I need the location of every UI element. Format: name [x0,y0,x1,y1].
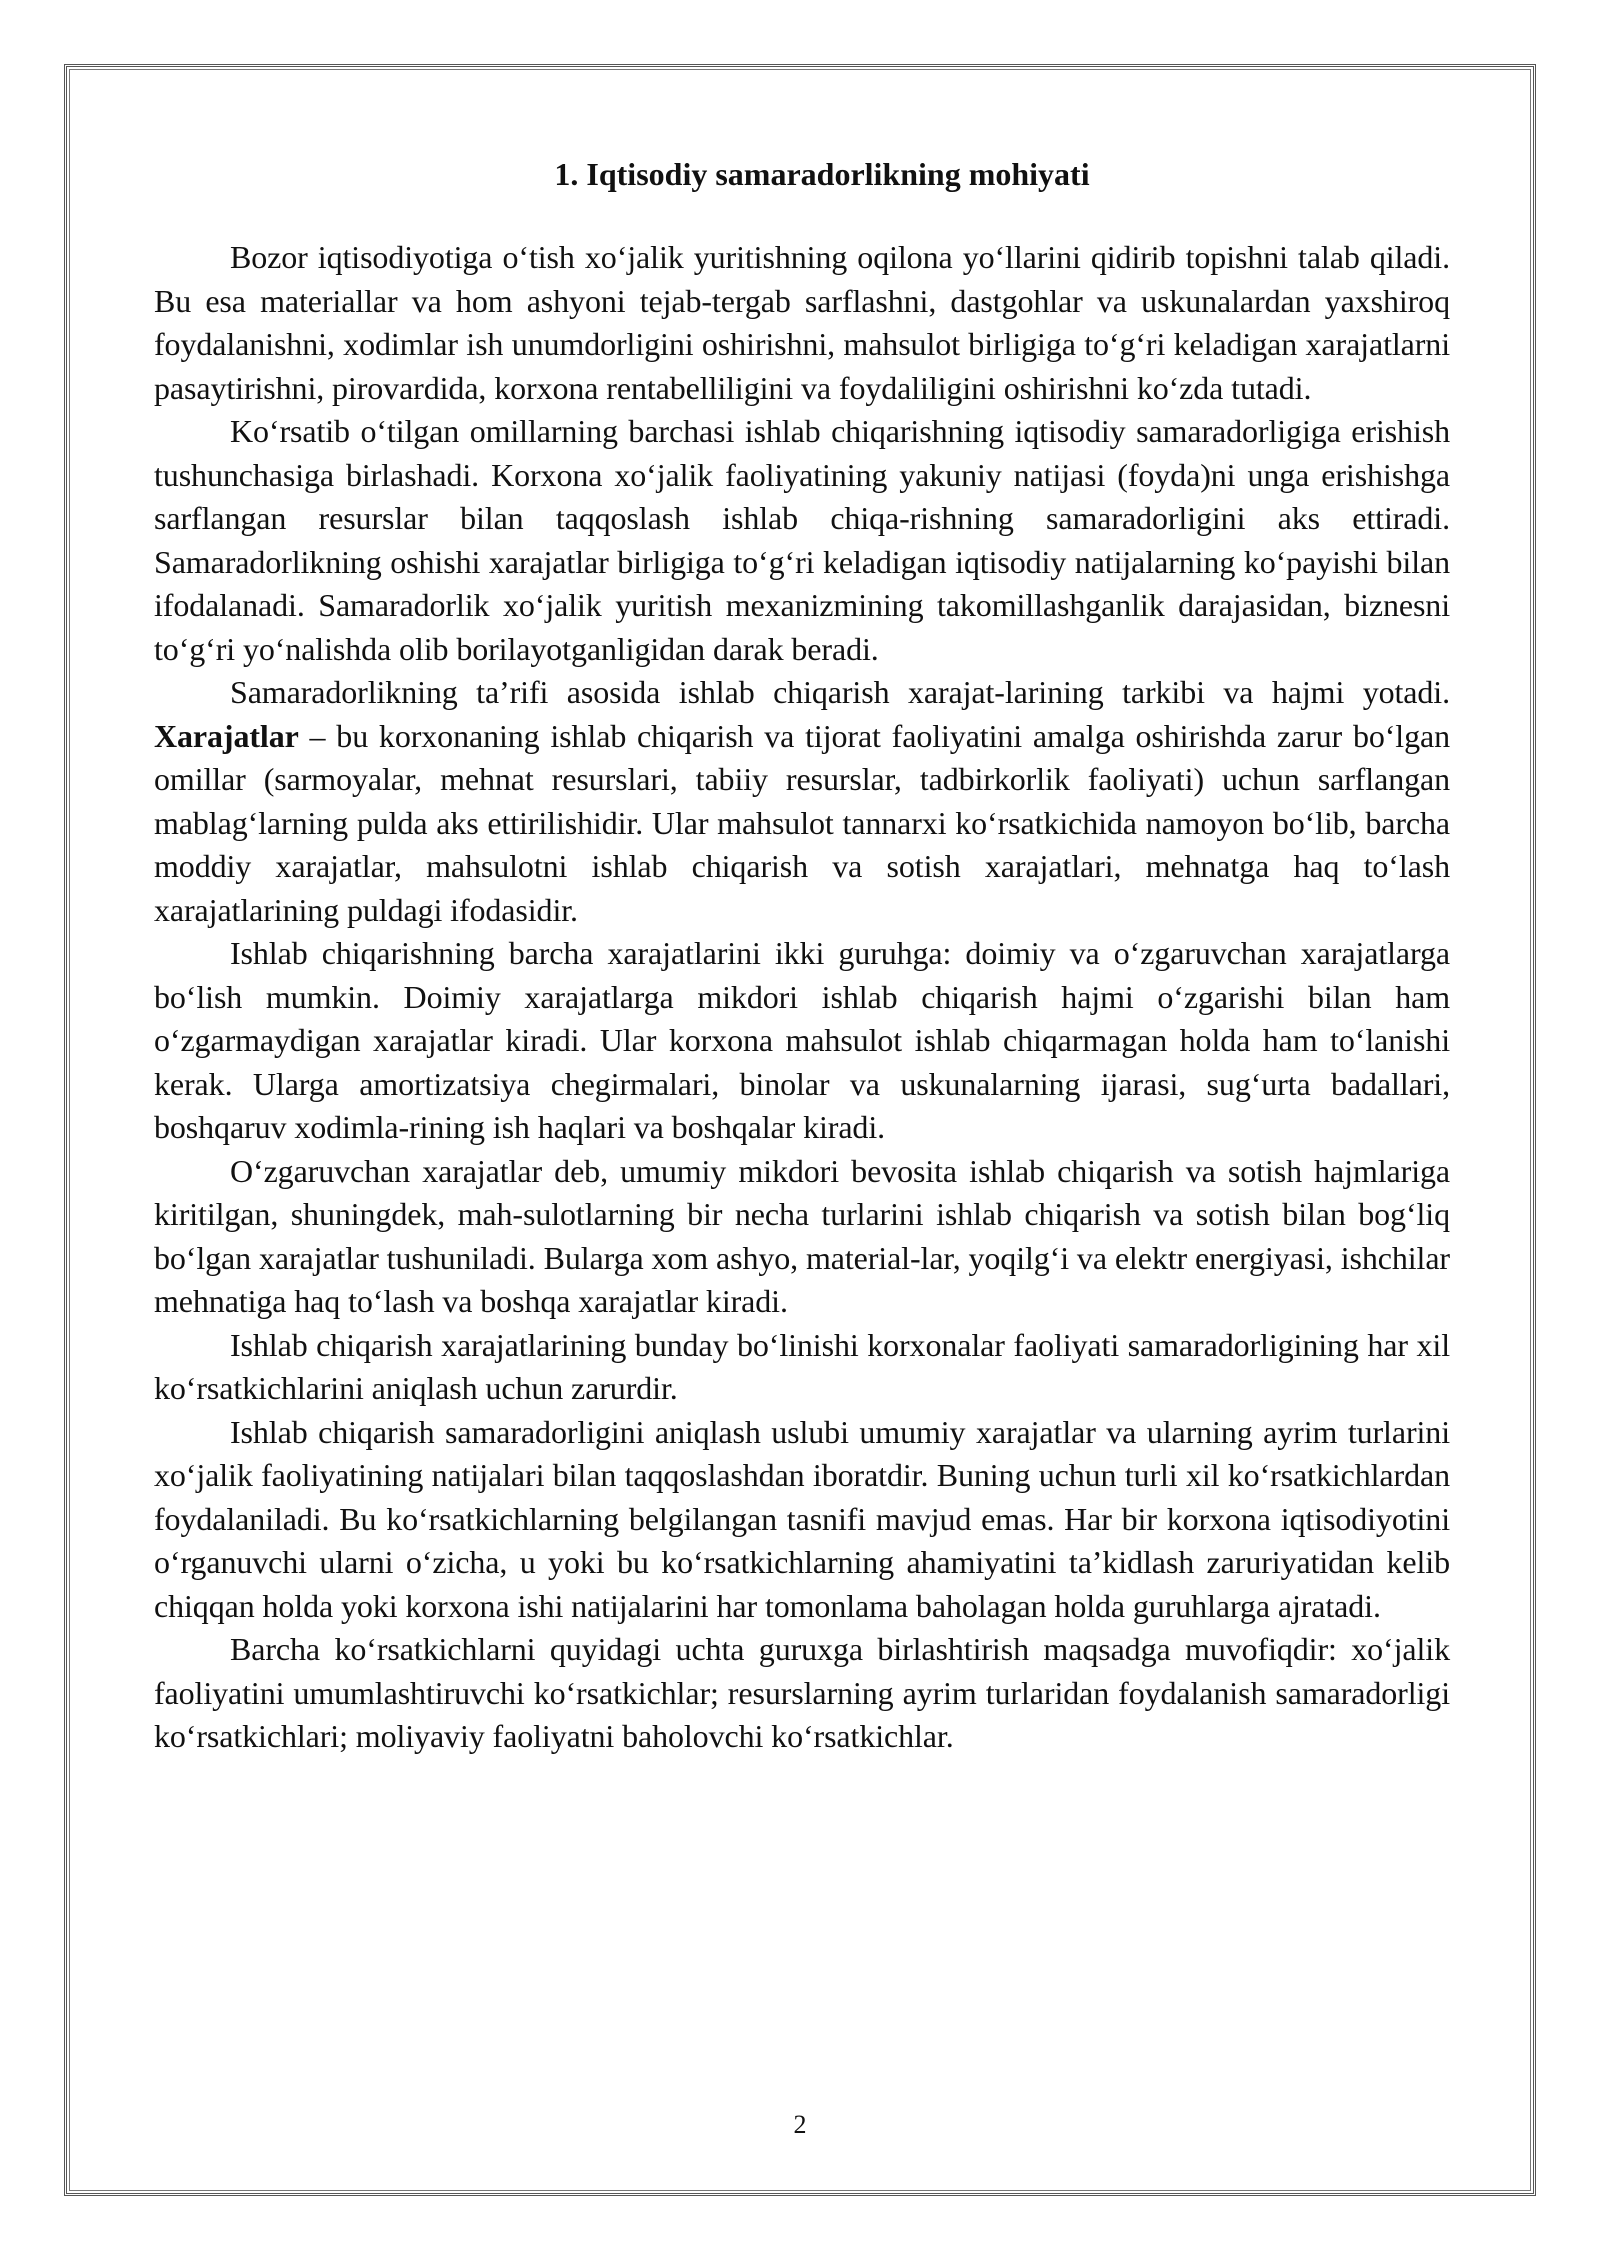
page-number: 2 [793,2110,807,2139]
paragraph: Bozor iqtisodiyotiga o‘tish xo‘jalik yuritishning oqilona yo‘llarini qidirib topishni talab qiladi. Bu esa materiallar va hom ashyoni tejab-tergab sarflashni, dastgohlar va uskunalardan yaxshiroq foydalanishni, xodimlar ish unumdorligini oshirishni, mahsulot birligiga to‘g‘ri keladigan xarajatlarni pasaytirishni, pirovardida, korxona rentabelliligini va foydaliligini oshirishni ko‘zda tutadi. [154,239,1450,406]
paragraph-text: – bu korxonaning ishlab chiqarish va tijorat faoliyatini amalga oshirishda zarur bo‘lgan omillar (sarmoyalar, mehnat resurslari, tabiiy resurslar, tadbirkorlik faoliyati) uchun sarflangan mablag‘larning pulda aks ettirilishidir. Ular mahsulot tannarxi ko‘rsatkichida namoyon bo‘lib, barcha moddiy xarajatlar, mahsulotni ishlab chiqarish va sotish xarajatlari, mehnatga haq to‘lash xarajatlarining puldagi ifodasidir. [154,717,1450,928]
paragraph: Ko‘rsatib o‘tilgan omillarning barchasi ishlab chiqarishning iqtisodiy samaradorligiga erishish tushunchasiga birlashadi. Korxona xo‘jalik faoliyatining yakuniy natijasi (foyda)ni unga erishishga sarflangan resurslar bilan taqqoslash ishlab chiqa-rishning samaradorligini aks ettiradi. Samaradorlikning oshishi xarajatlar birligiga to‘g‘ri keladigan iqtisodiy natijalarning ko‘payishi bilan ifodalanadi. Samaradorlik xo‘jalik yuritish mexanizmining takomillashganlik darajasidan, biznesni to‘g‘ri yo‘nalishda olib borilayotganligidan darak beradi. [154,413,1450,667]
paragraph-text: Samaradorlikning ta’rifi asosida ishlab chiqarish xarajat-larining tarkibi va hajmi yotadi. [230,674,1450,710]
bold-term: Xarajatlar [154,717,299,754]
paragraph [154,671,1450,932]
section-title: 1. Iqtisodiy samaradorlikning mohiyati [554,156,1090,192]
paragraph: Ishlab chiqarishning barcha xarajatlarini ikki guruhga: doimiy va o‘zgaruvchan xarajatlarga bo‘lish mumkin. Doimiy xarajatlarga mikdori ishlab chiqarish hajmi o‘zgarishi bilan ham o‘zgarmaydigan xarajatlar kiradi. Ular korxona mahsulot ishlab chiqarmagan holda ham to‘lanishi kerak. Ularga amortizatsiya chegirmalari, binolar va uskunalarning ijarasi, sug‘urta badallari, boshqaruv xodimla-rining ish haqlari va boshqalar kiradi. [154,935,1450,1145]
paragraph: O‘zgaruvchan xarajatlar deb, umumiy mikdori bevosita ishlab chiqarish va sotish hajmlariga kiritilgan, shuningdek, mah-sulotlarning bir necha turlarini ishlab chiqarish va sotish bilan bog‘liq bo‘lgan xarajatlar tushuniladi. Bularga xom ashyo, material-lar, yoqilg‘i va elektr energiyasi, ishchilar mehnatiga haq to‘lash va boshqa xarajatlar kiradi. [154,1152,1450,1319]
paragraph: Barcha ko‘rsatkichlarni quyidagi uchta guruxga birlashtirish maqsadga muvofiqdir: xo‘jalik faoliyatini umumlashtiruvchi ko‘rsatkichlar; resurslarning ayrim turlaridan foydalanish samaradorligi ko‘rsatkichlari; moliyaviy faoliyatni baholovchi ko‘rsatkichlar. [154,1631,1450,1754]
paragraph: Ishlab chiqarish xarajatlarining bunday bo‘linishi korxonalar faoliyati samaradorligining har xil ko‘rsatkichlarini aniqlash uchun zarurdir. [154,1326,1450,1406]
document-body [154,152,1450,1759]
paragraph: Ishlab chiqarish samaradorligini aniqlash uslubi umumiy xarajatlar va ularning ayrim turlarini xo‘jalik faoliyatining natijalari bilan taqqoslashdan iboratdir. Buning uchun turli xil ko‘rsatkichlardan foydalaniladi. Bu ko‘rsatkichlarning belgilangan tasnifi mavjud emas. Har bir korxona iqtisodiyotini o‘rganuvchi ularni o‘zicha, u yoki bu ko‘rsatkichlarning ahamiyatini ta’kidlash zaruriyatidan kelib chiqqan holda yoki korxona ishi natijalarini har tomonlama baholagan holda guruhlarga ajratadi. [154,1413,1450,1624]
